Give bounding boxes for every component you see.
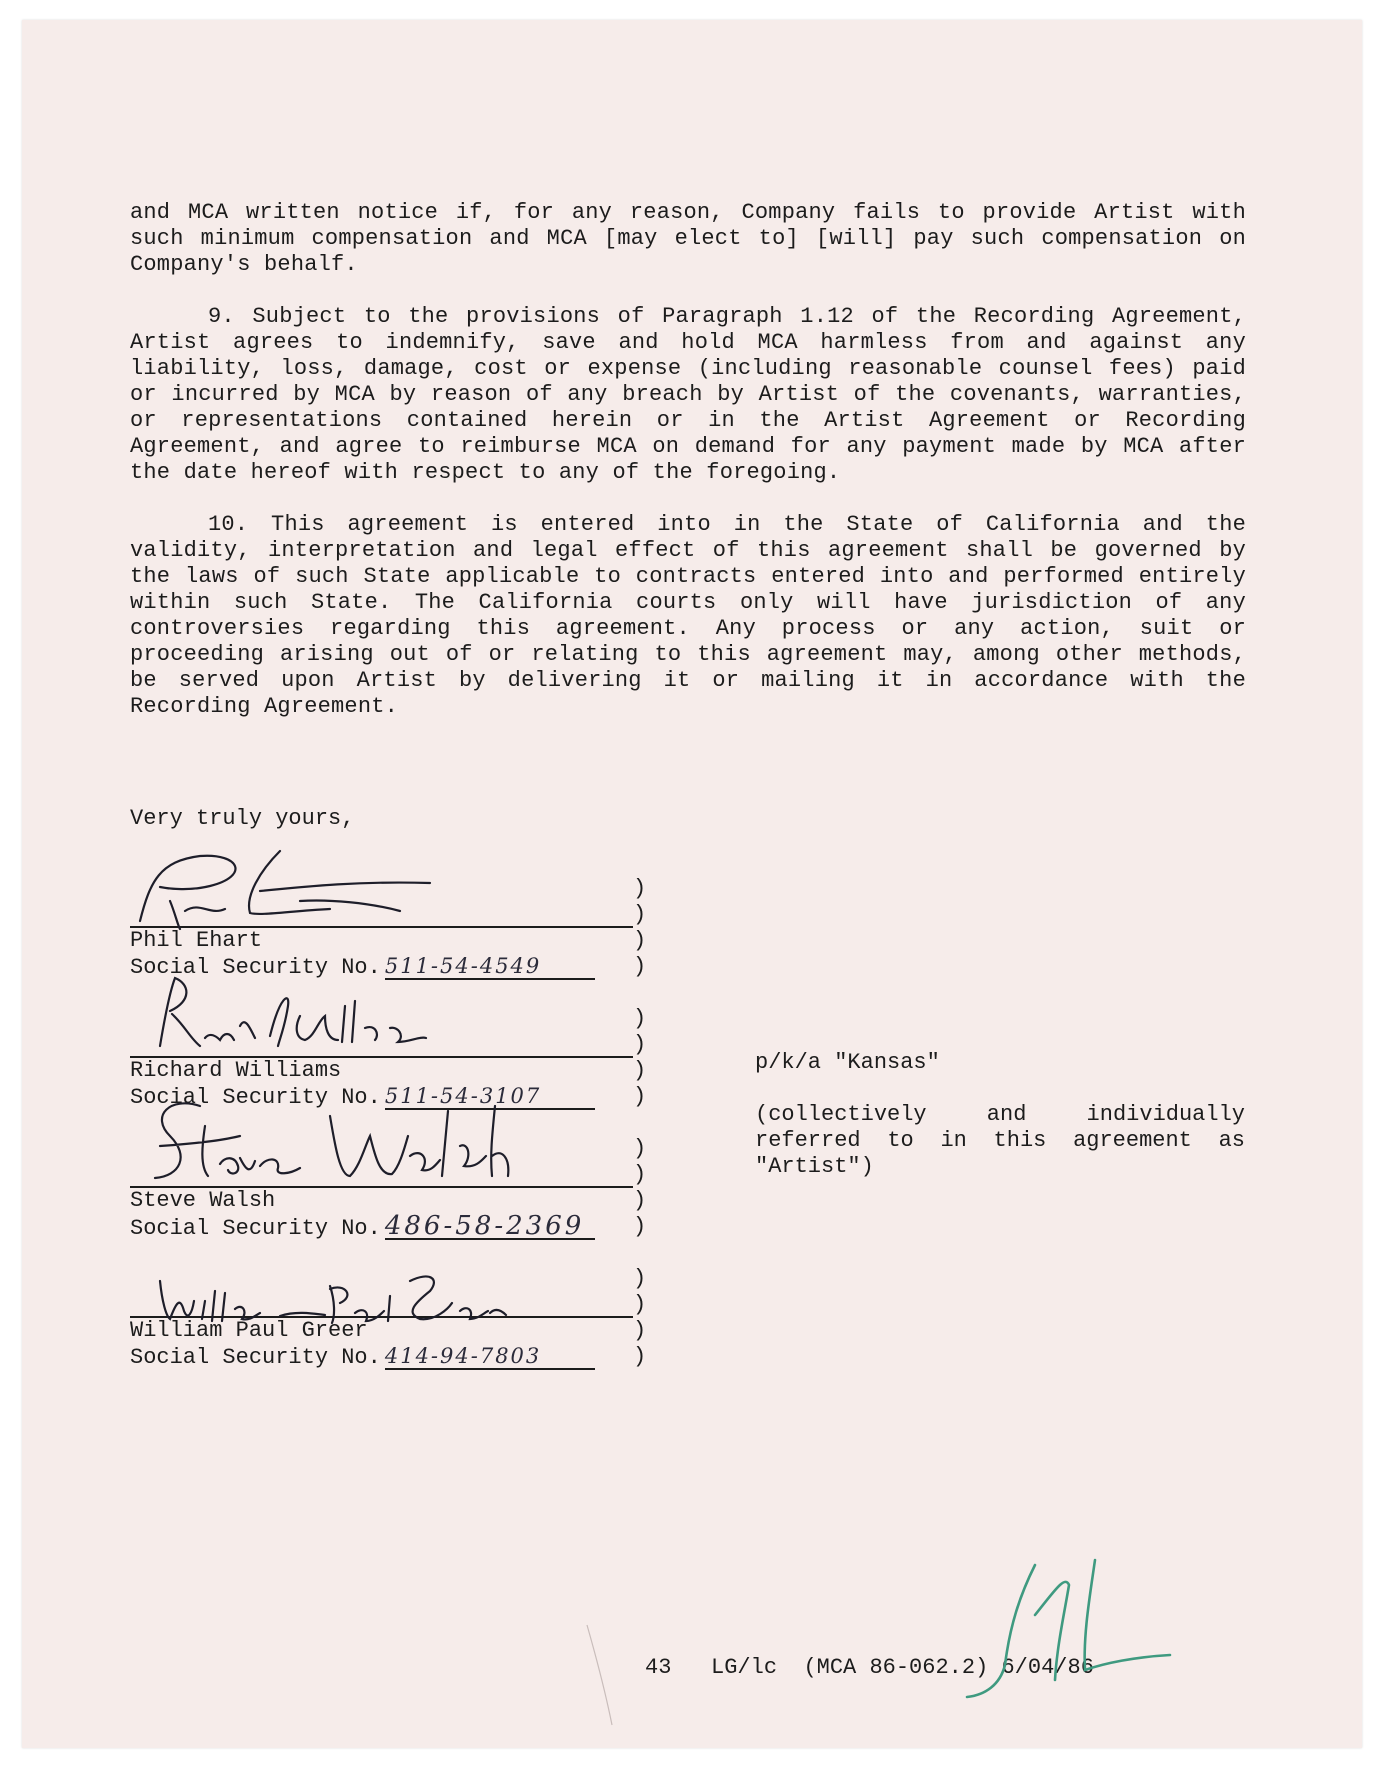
pka-kansas: p/k/a "Kansas": [755, 1050, 940, 1075]
bracket-column: ) ) ) ): [633, 1266, 647, 1369]
ssn-row: [130, 1344, 595, 1371]
handwritten-signature-phil-ehart: [130, 841, 490, 931]
document-reference: (MCA 86-062.2): [803, 1655, 989, 1680]
handwritten-signature-richard-williams: [130, 966, 430, 1056]
ssn-label: Social Security No.: [130, 1085, 381, 1110]
bracket-column: ) ) ) ): [633, 1006, 647, 1109]
paragraph-9: 9. Subject to the provisions of Paragraph 1.12 of the Recording Agreement, Artist agrees to indemnify, save and hold MCA harmless from and against any liability, loss, damage, cost or expense (including reasonable counsel fees) paid or incurred by MCA by reason of any breach by Artist of the covenants, warranties, or representations contained herein or in the Artist Agreement or Recording Agreement, and agree to reimburse MCA on demand for any payment made by MCA after the date hereof with respect to any of the foregoing.: [130, 304, 1246, 485]
green-ink-initials: [965, 1555, 1225, 1705]
ssn-value: 414-94-7803: [385, 1344, 595, 1370]
ssn-value: 511-54-4549: [385, 954, 595, 980]
ssn-row: [130, 1211, 595, 1242]
paragraph-10: 10. This agreement is entered into in the State of California and the validity, interpretation and legal effect of this agreement shall be governed by the laws of such State applicable to contracts entered into and performed entirely within such State. The California courts only will have jurisdiction of any controversies regarding this agreement. Any process or any action, suit or proceeding arising out of or relating to this agreement may, among other methods, be served upon Artist by delivering it or mailing it in accordance with the Recording Agreement.: [130, 512, 1246, 719]
bracket-column: ) ) ) ): [633, 1136, 647, 1239]
agreement-body: [130, 200, 1246, 746]
paragraph-continuation: and MCA written notice if, for any reason, Company fails to provide Artist with such minimum compensation and MCA [may elect to] [will] pay such compensation on Company's behalf.: [130, 200, 1246, 277]
ssn-value: 511-54-3107: [385, 1084, 595, 1110]
ssn-value: 486-58-2369: [385, 1214, 595, 1240]
signatory-name: Richard Williams: [130, 1058, 342, 1083]
bracket-column: ) ) ) ): [633, 876, 647, 979]
paper-crease-mark: [582, 1620, 642, 1730]
signature-block-william-paul-greer: [130, 1266, 650, 1396]
collective-note: (collectively and individually referred to in this agreement as "Artist"): [755, 1102, 1245, 1179]
handwritten-signature-steve-walsh: [130, 1086, 510, 1186]
closing-salutation: Very truly yours,: [130, 806, 355, 831]
signatory-name: Steve Walsh: [130, 1188, 276, 1213]
ssn-label: Social Security No.: [130, 1216, 381, 1241]
document-date: 6/04/86: [1001, 1655, 1094, 1680]
initials-code: LG/lc: [711, 1655, 778, 1680]
signatory-name: Phil Ehart: [130, 928, 263, 953]
ssn-label: Social Security No.: [130, 955, 381, 980]
signatory-name: William Paul Greer: [130, 1318, 368, 1343]
page-number: 43: [645, 1655, 672, 1680]
ssn-label: Social Security No.: [130, 1345, 381, 1370]
